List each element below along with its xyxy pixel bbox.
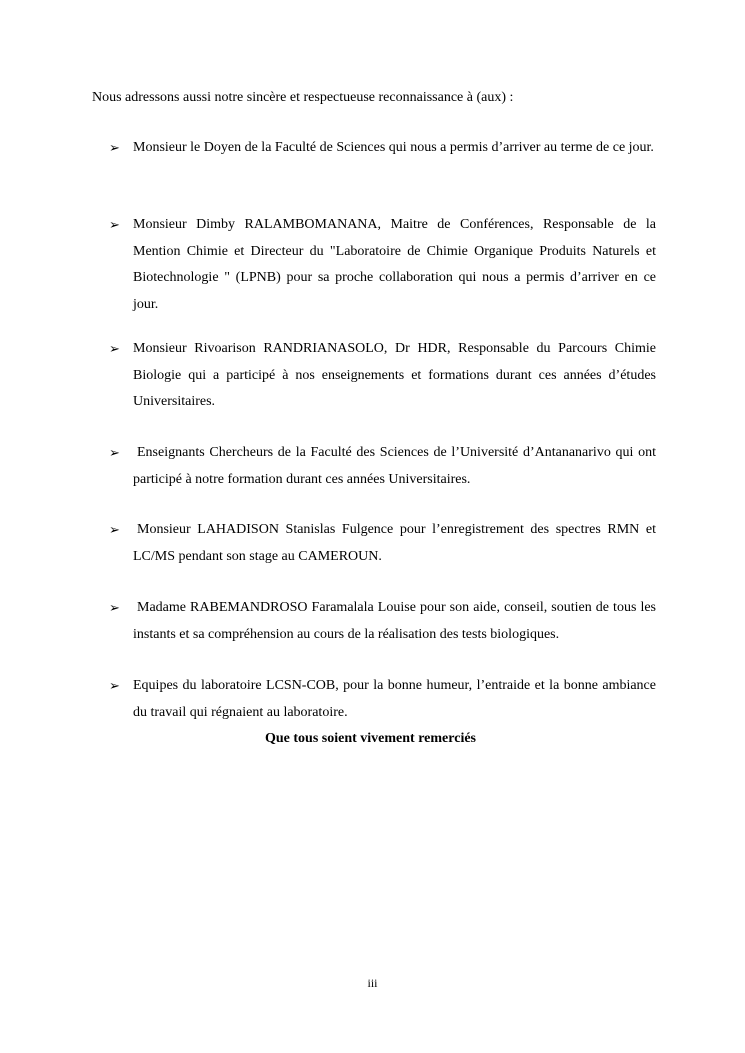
- acknowledgement-item-parcours: Monsieur Rivoarison RANDRIANASOLO, Dr HDR, Responsable du Parcours Chimie Biologie qui a participé à nos enseignements et formations durant ces années d’études Universitaires.: [133, 341, 656, 409]
- closing-thanks: [0, 730, 745, 748]
- bullet-arrow-icon: ➢: [109, 600, 120, 615]
- acknowledgement-item-biotests: Madame RABEMANDROSO Faramalala Louise pour son aide, conseil, soutien de tous les instants et sa compréhension au cours de la réalisation des tests biologiques.: [133, 600, 656, 642]
- page-number: iii: [367, 976, 378, 990]
- acknowledgement-item-dean: Monsieur le Doyen de la Faculté de Sciences qui nous a permis d’arriver au terme de ce jour.: [133, 140, 654, 155]
- bullet-arrow-icon: ➢: [109, 217, 120, 232]
- acknowledgement-item-teachers: Enseignants Chercheurs de la Faculté des Sciences de l’Université d’Antananarivo qui ont participé à notre formation durant ces années Universitaires.: [133, 445, 656, 487]
- closing-thanks-text: Que tous soient vivement remerciés: [265, 731, 476, 746]
- acknowledgement-item-lab-team: Equipes du laboratoire LCSN-COB, pour la bonne humeur, l’entraide et la bonne ambiance du travail qui régnaient au laboratoire.: [133, 678, 656, 720]
- bullet-arrow-icon: ➢: [109, 678, 120, 693]
- bullet-arrow-icon: ➢: [109, 522, 120, 537]
- acknowledgement-item-spectra: Monsieur LAHADISON Stanislas Fulgence pour l’enregistrement des spectres RMN et LC/MS pendant son stage au CAMEROUN.: [133, 522, 656, 564]
- bullet-arrow-icon: ➢: [109, 445, 120, 460]
- bullet-arrow-icon: ➢: [109, 341, 120, 356]
- bullet-arrow-icon: ➢: [109, 140, 120, 155]
- intro-paragraph: Nous adressons aussi notre sincère et respectueuse reconnaissance à (aux) :: [92, 90, 514, 105]
- acknowledgement-item-director: Monsieur Dimby RALAMBOMANANA, Maitre de Conférences, Responsable de la Mention Chimie et Directeur du "Laboratoire de Chimie Organique Produits Naturels et Biotechnologie " (LPNB) pour sa proche collaboration qui nous a permis d’arriver en ce jour.: [133, 217, 656, 312]
